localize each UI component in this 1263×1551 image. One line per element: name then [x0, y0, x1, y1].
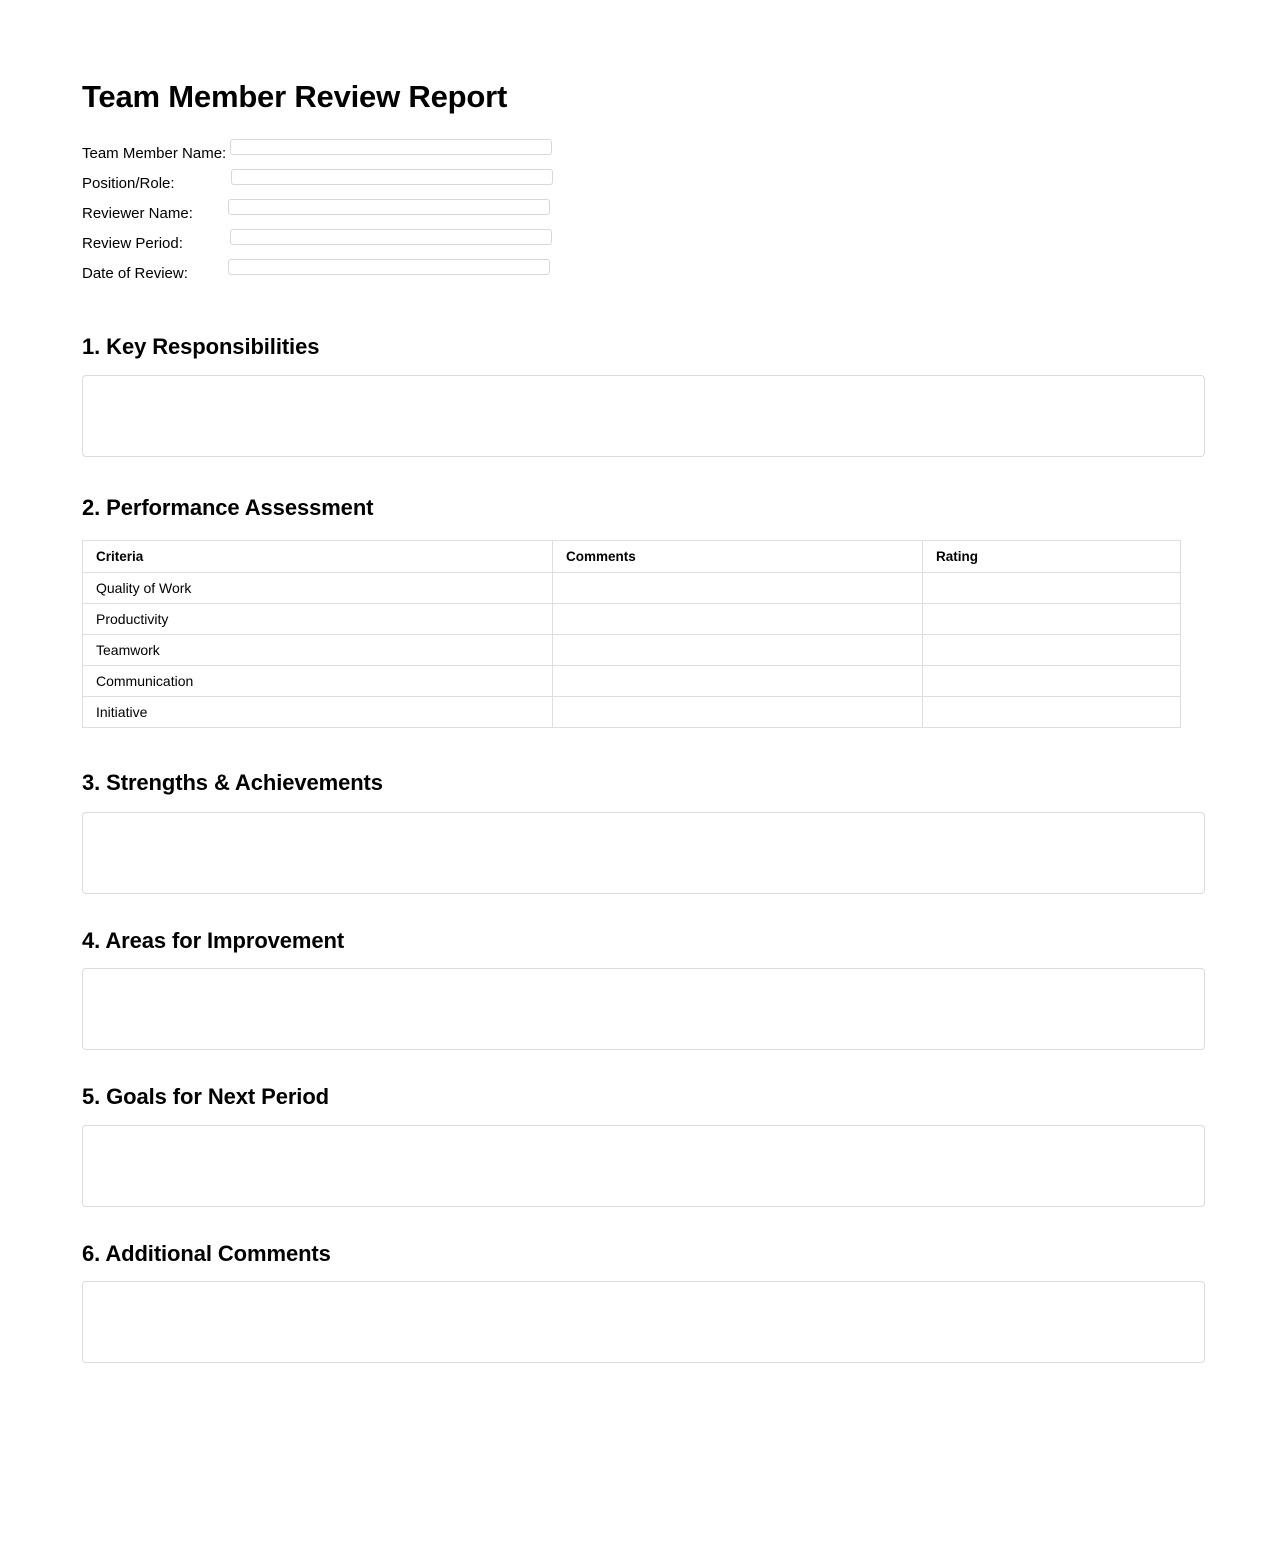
cell-criteria: Productivity	[83, 604, 553, 635]
page-title: Team Member Review Report	[82, 79, 508, 114]
field-row-reviewer-name	[82, 199, 1205, 229]
key-responsibilities-textarea[interactable]	[82, 375, 1205, 457]
cell-criteria: Teamwork	[83, 635, 553, 666]
table-row	[83, 635, 1181, 666]
cell-comments[interactable]	[553, 604, 923, 635]
field-row-review-period	[82, 229, 1205, 259]
cell-criteria: Initiative	[83, 697, 553, 728]
cell-criteria: Communication	[83, 666, 553, 697]
strengths-achievements-textarea[interactable]	[82, 812, 1205, 894]
cell-comments[interactable]	[553, 635, 923, 666]
table-row	[83, 697, 1181, 728]
section-heading-additional-comments: 6. Additional Comments	[82, 1240, 331, 1266]
team-member-name-input[interactable]	[230, 139, 552, 155]
table-row	[83, 604, 1181, 635]
label-reviewer-name: Reviewer Name:	[82, 204, 193, 222]
areas-for-improvement-textarea[interactable]	[82, 968, 1205, 1050]
goals-for-next-period-textarea[interactable]	[82, 1125, 1205, 1207]
field-row-team-member-name	[82, 139, 1205, 169]
cell-rating[interactable]	[923, 697, 1181, 728]
table-header-row	[83, 541, 1181, 573]
cell-criteria: Quality of Work	[83, 573, 553, 604]
table-row	[83, 573, 1181, 604]
position-role-input[interactable]	[231, 169, 553, 185]
column-header-comments: Comments	[553, 541, 923, 573]
field-row-position-role	[82, 169, 1205, 199]
cell-rating[interactable]	[923, 573, 1181, 604]
section-heading-areas-for-improvement: 4. Areas for Improvement	[82, 927, 345, 953]
label-team-member-name: Team Member Name:	[82, 144, 227, 162]
label-review-period: Review Period:	[82, 234, 183, 252]
section-heading-strengths-achievements: 3. Strengths & Achievements	[82, 770, 383, 796]
cell-comments[interactable]	[553, 697, 923, 728]
cell-comments[interactable]	[553, 573, 923, 604]
reviewer-name-input[interactable]	[228, 199, 550, 215]
performance-assessment-table	[82, 540, 1181, 728]
table-row	[83, 666, 1181, 697]
section-heading-performance-assessment: 2. Performance Assessment	[82, 495, 374, 521]
table-body	[83, 573, 1181, 728]
cell-rating[interactable]	[923, 604, 1181, 635]
section-heading-key-responsibilities: 1. Key Responsibilities	[82, 333, 320, 359]
cell-comments[interactable]	[553, 666, 923, 697]
field-row-date-of-review	[82, 259, 1205, 289]
label-date-of-review: Date of Review:	[82, 264, 188, 282]
cell-rating[interactable]	[923, 666, 1181, 697]
column-header-criteria: Criteria	[83, 541, 553, 573]
table-header	[83, 541, 1181, 573]
document-content	[82, 0, 1205, 1363]
review-meta-fields	[82, 139, 1205, 289]
column-header-rating: Rating	[923, 541, 1181, 573]
additional-comments-textarea[interactable]	[82, 1281, 1205, 1363]
review-period-input[interactable]	[230, 229, 552, 245]
date-of-review-input[interactable]	[228, 259, 550, 275]
cell-rating[interactable]	[923, 635, 1181, 666]
section-heading-goals-for-next-period: 5. Goals for Next Period	[82, 1084, 330, 1110]
label-position-role: Position/Role:	[82, 174, 175, 192]
